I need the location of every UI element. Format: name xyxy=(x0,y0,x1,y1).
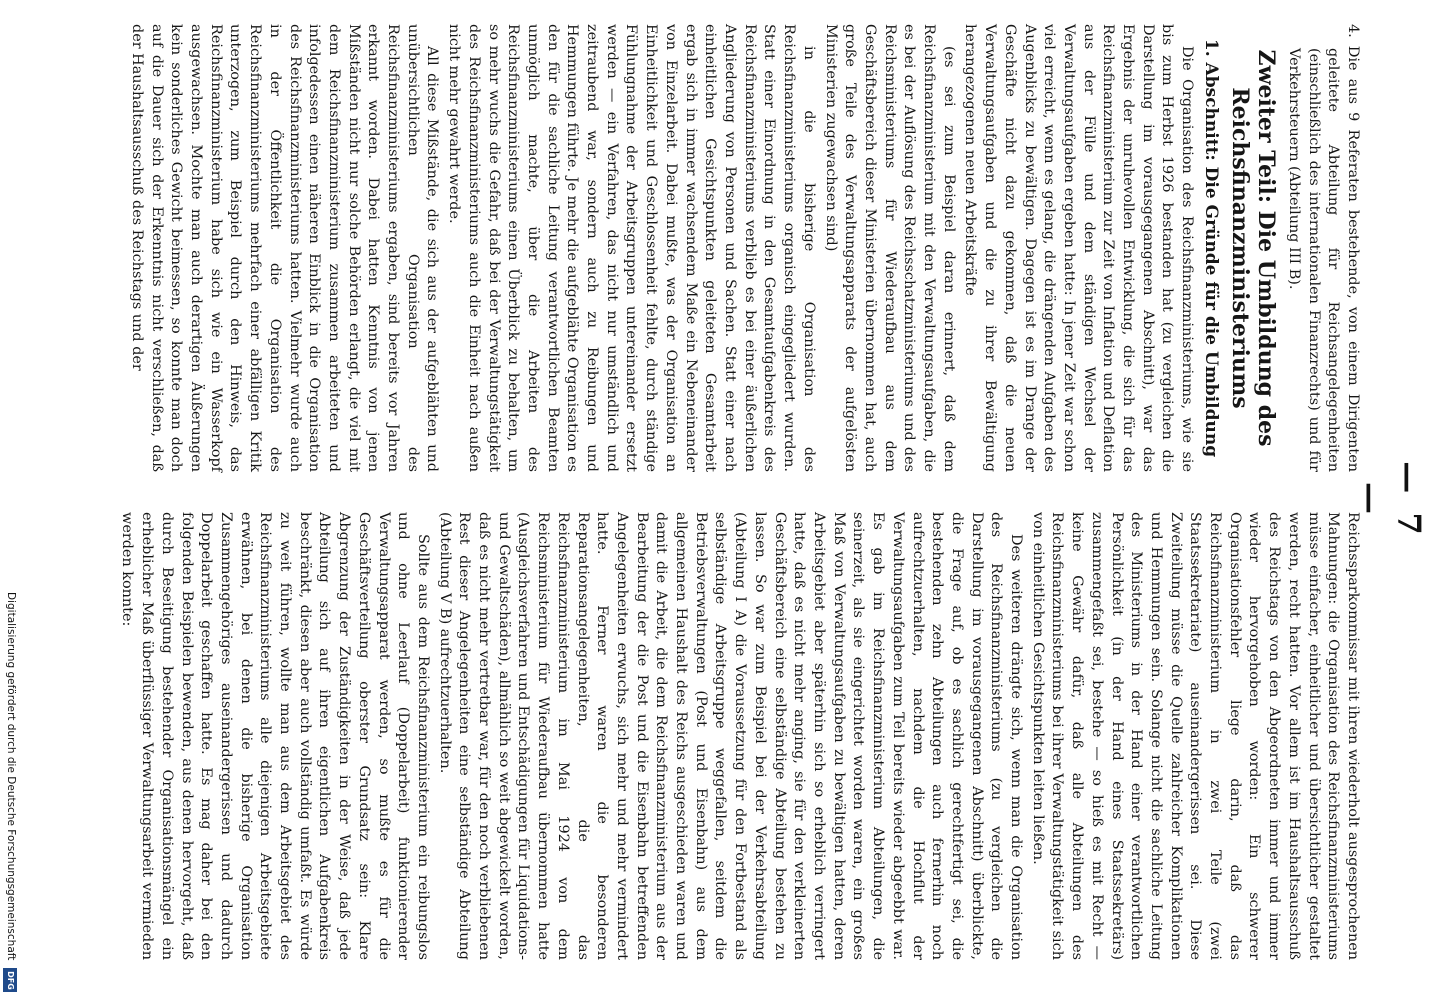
paragraph: All diese Mißstände, die sich aus der aufgeblähten und unübersichtlichen Organisation des Reichsfinanzministeriums ergaben, sind bereits vor Jahren erkannt worden. Dabei hatten Kenntnis von jenen Mißständen nicht nur solche Behörden erlangt, die viel mit dem Reichsfinanzministerium zusammen arbeiteten und infolgedessen einen näheren Einblick in die Organisation des Reichsfinanzministeriums hatten. Vielmehr wurde auch in der Öffentlichkeit die Organisation des Reichsfinanzministeriums mehrfach einer abfälligen Kritik unterzogen, zum Beispiel durch den Hinweis, das Reichsfinanzministerium habe sich wie ein Wasserkopf ausgewachsen. Mochte man auch derartigen Äußerungen kein sonderliches Gewicht beimessen, so konnte man doch auf die Dauer sich der Erkenntnis nicht verschließen, daß der Haushaltsausschuß des Reichstags und der xyxy=(128,24,441,472)
paragraph: Sollte aus dem Reichsfinanzministerium ein reibungslos und ohne Leerlauf (Doppelarbeit) funktionierender Verwaltungsapparat werden, so mußte es für die Geschäftsverteilung oberster Grundsatz sein: Klare Abgrenzung der Zuständigkeiten in der Weise, daß jede Abteilung sich auf ihren eigentlichen Aufgabenkreis beschränkt, diesen aber auch vollständig umfaßt. Es würde zu weit führen, wollte man aus dem Arbeitsgebiet des Reichsfinanzministeriums alle diejenigen Arbeitsgebiete erwähnen, bei denen die bisherige Organisation Zusammengehöriges auseinandergerissen und dadurch Doppelarbeit geschaffen hatte. Es mag daher bei den folgenden Beispielen bewenden, aus denen hervorgeht, daß durch Beseitigung bestehender Organisationsmängel ein erheblicher Maß überflüssiger Verwaltungsarbeit vermieden werden konnte: xyxy=(119,512,431,960)
list-item-4: 4. Die aus 9 Referaten bestehende, von einem Dirigenten geleitete Abteilung für Reichsangelegenheiten (einschließlich des internationalen Finanzrechts) und für Verkehrsteuern (Abteilung III B). xyxy=(1285,24,1361,472)
paragraph: (es sei zum Beispiel daran erinnert, daß dem Reichsfinanzministerium mit den Verwaltungsaufgaben, die es bei der Auflösung des Reichsschatzministeriums und des Reichsministeriums für Wiederaufbau aus dem Geschäftsbereich dieser Ministerien übernommen hat, auch große Teile des Verwaltungsapparats der aufgelösten Ministerien zugewachsen sind) xyxy=(822,24,957,472)
paragraph: Reichssparkommissar mit ihren wiederholt ausgesprochenen Mahnungen: die Organisation des Reichsfinanzministeriums müsse einfacher, einheitlicher und übersichtlicher gestaltet werden, recht hatten. Vor allem ist im Haushaltsausschuß des Reichstags von den Abgeordneten immer und immer wieder hervorgehoben worden: Ein schwerer Organisationsfehler liege darin, daß das Reichsfinanzministerium in zwei Teile (zwei Staatssekretariate) auseinandergerissen sei. Diese Zweiteilung müsse die Quelle zahlreicher Komplikationen und Hemmungen sein. Solange nicht die sachliche Leitung des Ministeriums in der Hand einer verantwortlichen Persönlichkeit (in der Hand eines Staatssekretärs) zusammengefaßt sei, bestehe — so hieß es mit Recht — keine Gewähr dafür, daß alle Abteilungen des Reichsfinanzministeriums bei ihrer Verwaltungstätigkeit sich von einheitlichen Gesichtspunkten leiten ließen. xyxy=(1029,512,1361,960)
section-heading: 1. Abschnitt: Die Gründe für die Umbildung xyxy=(1201,38,1222,458)
rotated-page xyxy=(110,0,1430,1000)
left-column xyxy=(128,24,1362,472)
digitization-credit: Digitalisierung gefördert durch die Deutsche Forschungsgemeinschaft xyxy=(5,592,17,961)
dfg-logo-icon xyxy=(3,968,17,992)
paragraph: Die Organisation des Reichsfinanzministeriums, wie sie bis zum Herbst 1926 bestanden hat (zu vergleichen die Darstellung im vorausgegangenen Abschnitt), war das Ergebnis der unruhevollen Entwicklung, die sich für das Reichsfinanzministerium zur Zeit von Inflation und Deflation aus der Fülle und dem ständigen Wechsel der Verwaltungsaufgaben ergeben hatte: In jener Zeit war schon viel erreicht, wenn es gelang, die drängenden Aufgaben des Augenblicks zu bewältigen. Dagegen ist es im Drange der Geschäfte nicht dazu gekommen, daß die neuen Verwaltungsaufgaben und die zu ihrer Bewältigung herangezogenen neuen Arbeitskräfte xyxy=(962,24,1196,472)
part-heading: Zweiter Teil: Die Umbildung des Reichsfinanzministeriums xyxy=(1227,49,1280,447)
right-column xyxy=(119,512,1362,960)
paragraph: Des weiteren drängte sich, wenn man die Organisation des Reichsfinanzministeriums (zu vergleichen die Darstellung im vorausgegangenen Abschnitt) überblickte, die Frage auf, ob es sachlich gerechtfertigt sei, die bestehenden zehn Abteilungen auch fernerhin noch aufrechtzuerhalten, nachdem die Hochflut der Verwaltungsaufgaben zum Teil bereits wieder abgeebbt war. Es gab im Reichsfinanzministerium Abteilungen, die seinerzeit, als sie eingerichtet worden waren, ein großes Maß von Verwaltungsaufgaben zu bewältigen hatten, deren Arbeitsgebiet aber späterhin sich so erheblich verringert hatte, daß es nicht mehr anging, sie für den verkleinerten Geschäftsbereich eine selbständige Abteilung bestehen zu lassen. So war zum Beispiel bei der Verkehrsabteilung (Abteilung I A) die Voraussetzung für den Fortbestand als selbständige Arbeitsgruppe weggefallen, seitdem die Betriebsverwaltungen (Post und Eisenbahn) aus dem allgemeinen Haushalt des Reichs ausgeschieden waren und damit die Arbeit, die dem Reichsfinanzministerium aus der Bearbeitung der die Post und die Eisenbahn betreffenden Angelegenheiten erwuchs, sich mehr und mehr vermindert hatte. Ferner waren die besonderen Reparationsangelegenheiten, die das Reichsfinanzministerium im Mai 1924 von dem Reichsministerium für Wiederaufbau übernommen hatte (Ausgleichsverfahren und Entschädigungen für Liquidations- und Gewaltschäden), allmählich so weit abgewickelt worden, daß es nicht mehr vertretbar war, für den noch verbliebenen Rest dieser Angelegenheiten eine selbständige Abteilung (Abteilung V B) aufrechtzuerhalten. xyxy=(436,512,1025,960)
dfg-logo-text: DFG xyxy=(5,970,15,990)
paragraph: in die bisherige Organisation des Reichsfinanzministeriums organisch eingegliedert wurden. Statt einer Einordnung in den Gesamtaufgabenkreis des Reichsfinanzministeriums verblieb es bei einer äußerlichen Angliederung von Personen und Sachen. Statt einer nach einheitlichen Gesichtspunkten geleiteten Gesamtarbeit ergab sich in immer wachsendem Maße ein Nebeneinander von Einzelarbeit. Dabei mußte, was der Organisation an Einheitlichkeit und Geschlossenheit fehlte, durch ständige Fühlungnahme der Arbeitsgruppen untereinander ersetzt werden — ein Verfahren, das nicht nur umständlich und zeitraubend war, sondern auch zu Reibungen und Hemmungen führte. Je mehr die aufgeblähte Organisation es den für die sachliche Leitung verantwortlichen Beamten unmöglich machte, über die Arbeiten des Reichsfinanzministeriums einen Überblick zu behalten, um so mehr wuchs die Gefahr, daß bei der Verwaltungstätigkeit des Reichsfinanzministeriums auch die Einheit nach außen nicht mehr gewahrt werde. xyxy=(446,24,817,472)
page-number: — 7 — xyxy=(1352,461,1428,539)
page-content xyxy=(110,0,1430,1000)
